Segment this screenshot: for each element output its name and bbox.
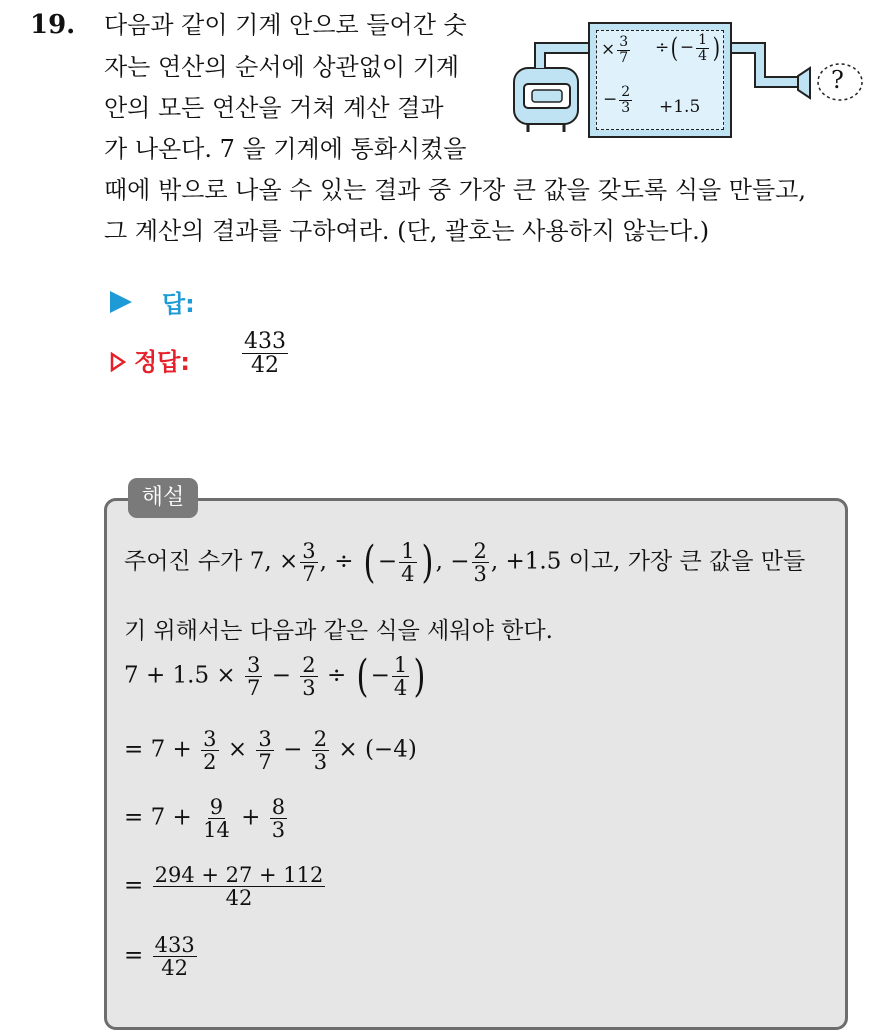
explanation-step-4: = $\frac{294 + 27 + 112}{42}$	[124, 863, 324, 911]
answer-label: 답:	[162, 290, 195, 318]
question-line-1: 다음과 같이 기계 안으로 들어간 숫	[104, 11, 467, 39]
machine-op-divide: ÷(− $\frac{1}{4}$ )	[655, 32, 721, 64]
red-outline-triangle-icon	[110, 350, 126, 370]
question-number: 19.	[30, 10, 76, 40]
calculation-machine	[510, 12, 880, 137]
machine-output: ?	[831, 66, 844, 94]
explanation-line-2: 기 위해서는 다음과 같은 식을 세워야 한다.	[124, 618, 553, 644]
question-line-3: 안의 모든 연산을 거쳐 계산 결과	[104, 94, 444, 122]
explanation-line-1: 주어진 수가 7, × $\frac{3}{7}$ , ÷ ( − $\frac{1}{4}$ ) , − $\frac{2}{3}$ , +1.5 이고, 가장 큰 값을 만들	[124, 536, 806, 588]
explanation-step-2: = 7 + $\frac{3}{2}$ × $\frac{3}{7}$ − $\frac{2}{3}$ × (−4)	[124, 727, 417, 775]
correct-answer-label: 정답:	[134, 348, 190, 376]
explanation-tag: 해설	[128, 478, 198, 518]
question-line-2: 자는 연산의 순서에 상관없이 기계	[104, 53, 460, 81]
machine-op-times: × $\frac{3}{7}$	[601, 34, 629, 66]
machine-op-minus: − $\frac{2}{3}$	[603, 84, 631, 116]
correct-answer-row	[110, 342, 190, 377]
machine-dashed-area	[596, 30, 724, 130]
question-line-5: 때에 밖으로 나올 수 있는 결과 중 가장 큰 값을 갖도록 식을 만들고,	[104, 176, 806, 204]
explanation-step-3: = 7 + $\frac{9}{14}$ + $\frac{8}{3}$	[124, 795, 286, 843]
answer-row	[110, 284, 195, 319]
machine-op-plus: +1.5	[659, 97, 701, 117]
explanation-step-5: = $\frac{433}{42}$	[124, 933, 195, 981]
explanation-step-1: 7 + 1.5 × $\frac{3}{7}$ − $\frac{2}{3}$ ÷ ( − $\frac{1}{4}$ )	[124, 650, 426, 702]
machine-box	[588, 22, 732, 138]
question-line-6: 그 계산의 결과를 구하여라. (단, 괄호는 사용하지 않는다.)	[104, 217, 710, 245]
blue-triangle-icon	[110, 291, 132, 313]
question-line-4: 가 나온다. 7 을 기계에 통화시켰을	[104, 135, 467, 163]
correct-answer-value: $\frac{433}{42}$	[244, 329, 286, 379]
